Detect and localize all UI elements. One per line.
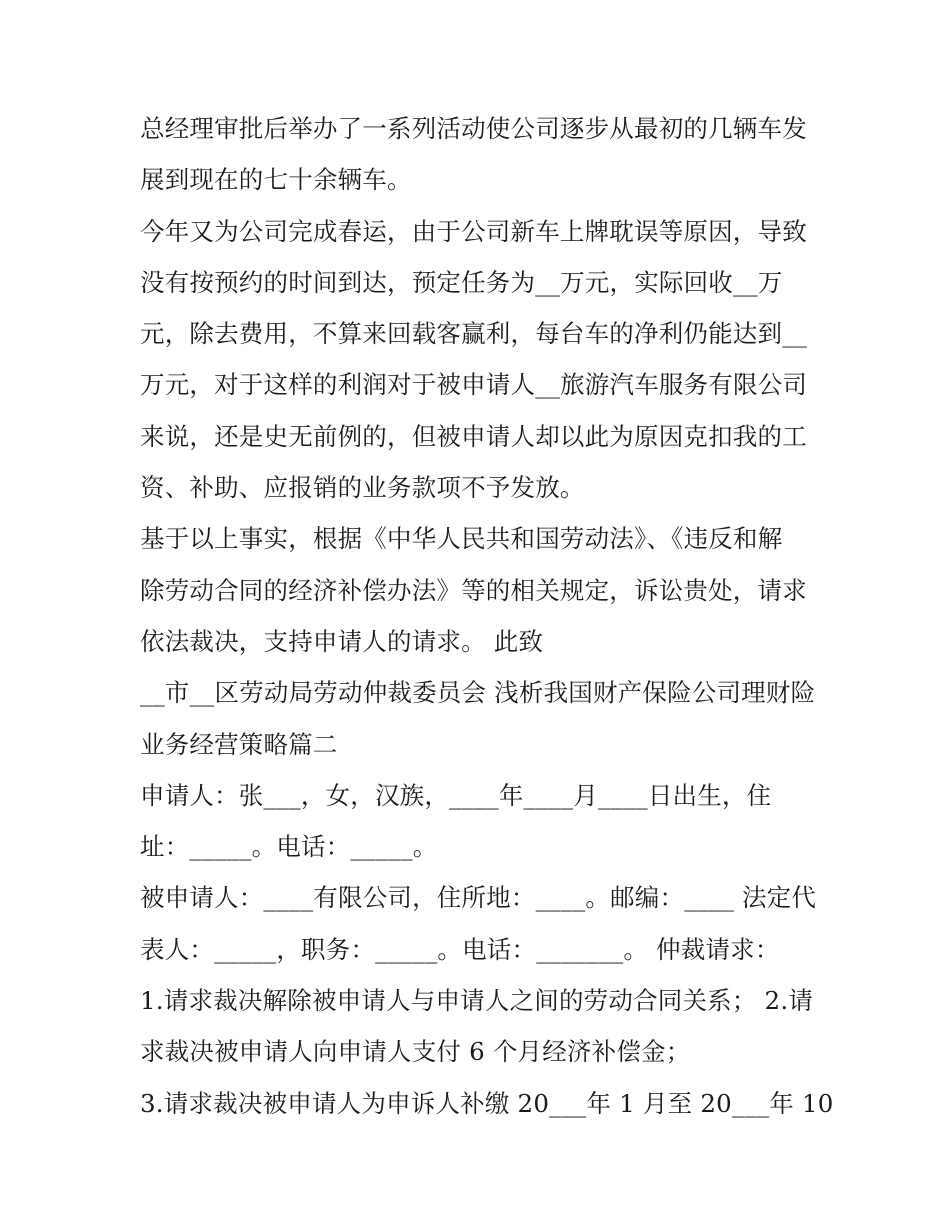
text-line: 今年又为公司完成春运，由于公司新车上牌耽误等原因，导致: [140, 216, 807, 246]
text-line: 基于以上事实，根据《中华人民共和国劳动法》、《违反和解: [140, 524, 783, 554]
text-line: 元，除去费用，不算来回载客赢利，每台车的净利仍能达到__: [140, 319, 808, 349]
text-line: 展到现在的七十余辆车。: [140, 165, 412, 195]
text-line: 没有按预约的时间到达，预定任务为__万元，实际回收__万: [140, 267, 783, 297]
text-line: 业务经营策略篇二: [140, 729, 338, 759]
text-line: 址：_____。电话：_____。: [140, 832, 438, 862]
text-line: 万元，对于这样的利润对于被申请人__旅游汽车服务有限公司: [140, 370, 808, 400]
text-line: 被申请人：____有限公司，住所地：____。邮编：____ 法定代: [140, 883, 817, 913]
text-line: __市__区劳动局劳动仲裁委员会 浅析我国财产保险公司理财险: [140, 678, 816, 708]
text-line: 申请人：张___，女，汉族，____年____月____日出生，住: [140, 780, 772, 810]
text-line: 来说，还是史无前例的，但被申请人却以此为原因克扣我的工: [140, 421, 807, 451]
text-line: 1.请求裁决解除被申请人与申请人之间的劳动合同关系； 2.请: [140, 986, 814, 1016]
text-line: 求裁决被申请人向申请人支付 6 个月经济补偿金；: [140, 1037, 691, 1067]
text-line: 除劳动合同的经济补偿办法》等的相关规定，诉讼贵处，请求: [140, 575, 807, 605]
body-text: [140, 103, 834, 1129]
text-line: 依法裁决，支持申请人的请求。 此致: [140, 626, 544, 656]
text-line: 资、补助、应报销的业务款项不予发放。: [140, 473, 585, 503]
text-line: 表人：_____，职务：_____。电话：_______。 仲裁请求：: [140, 934, 780, 964]
text-line: 3.请求裁决被申请人为申诉人补缴 20___年 1 月至 20___年 10: [140, 1088, 834, 1118]
text-line: 总经理审批后举办了一系列活动使公司逐步从最初的几辆车发: [140, 114, 807, 143]
